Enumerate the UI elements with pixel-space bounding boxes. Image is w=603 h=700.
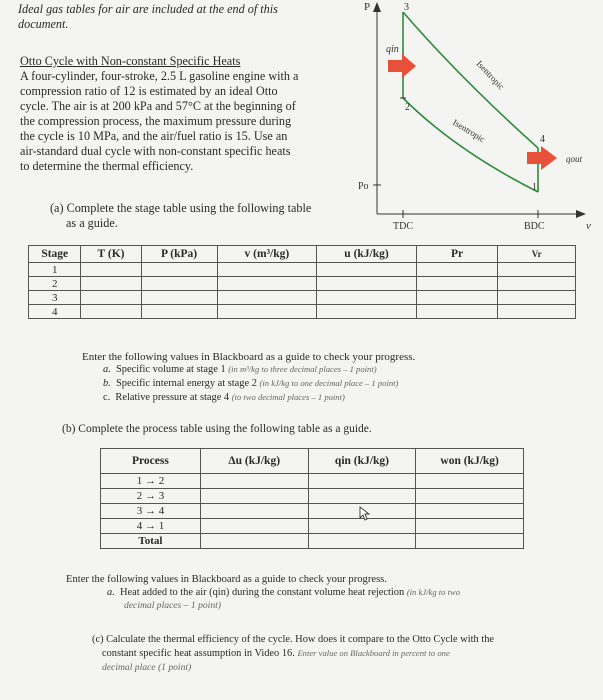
table-row (29, 263, 576, 277)
intro-line-1: Ideal gas tables for air are included at the end of this (18, 2, 278, 16)
part-b-prompt: (b) Complete the process table using the following table as a guide. (62, 423, 372, 435)
item-marker: c. (103, 392, 111, 403)
stage-table-header (29, 246, 576, 263)
stage-cell: 2 (29, 277, 81, 291)
col-specific-volume: v (m³/kg) (217, 246, 317, 263)
compression-curve (403, 98, 538, 192)
pressure-axis-arrow (373, 2, 381, 12)
table-row (101, 519, 524, 534)
table-row (101, 489, 524, 504)
item-hint: (to two decimal places – 1 point) (231, 392, 345, 402)
table-row (101, 474, 524, 489)
item-text: Relative pressure at stage 4 (115, 392, 230, 403)
problem-line: compression ratio of 12 is estimated by an ideal Otto (20, 84, 278, 98)
problem-line: A four-cylinder, four-stroke, 2.5 L gasoline engine with a (20, 69, 299, 83)
process-cell: 1 → 2 (101, 474, 201, 489)
stage-cell: 4 (29, 305, 81, 319)
stage-cell: 1 (29, 263, 81, 277)
q-out-arrow (527, 146, 557, 170)
pv-diagram (340, 0, 603, 232)
part-c-line-1: (c) Calculate the thermal efficiency of the cycle. How does it compare to the Otto Cycle with the (92, 634, 495, 645)
item-text: Specific internal energy at stage 2 (116, 378, 257, 389)
table-row (101, 534, 524, 549)
col-relative-volume: Vr (498, 246, 576, 263)
stage-cell: 3 (29, 291, 81, 305)
table-row (29, 277, 576, 291)
item-marker: b. (103, 378, 111, 389)
check-a-intro: Enter the following values in Blackboard as a guide to check your progress. (82, 351, 416, 363)
col-delta-u: Δu (kJ/kg) (200, 449, 308, 474)
part-c-text: constant specific heat assumption in Video 16. (102, 648, 295, 659)
item-text: Specific volume at stage 1 (116, 364, 226, 375)
col-pressure: P (kPa) (141, 246, 217, 263)
state-2-label: 2 (405, 102, 410, 113)
process-cell: 2 → 3 (101, 489, 201, 504)
stage-table (28, 245, 576, 319)
state-3-label: 3 (404, 2, 409, 13)
problem-line: to determine the thermal efficiency. (20, 159, 194, 173)
check-a-item-2 (103, 378, 398, 389)
item-hint: (in kJ/kg to two (406, 587, 461, 597)
check-a-item-3 (103, 392, 345, 403)
check-a-item-1 (103, 364, 377, 375)
col-stage: Stage (29, 246, 81, 263)
process-cell: 3 → 4 (101, 504, 201, 519)
col-temperature: T (K) (81, 246, 141, 263)
item-hint: (in m³/kg to three decimal places – 1 point) (228, 364, 377, 374)
check-b-intro: Enter the following values in Blackboard as a guide to check your progress. (66, 574, 387, 585)
col-q-in: qin (kJ/kg) (308, 449, 416, 474)
col-internal-energy: u (kJ/kg) (317, 246, 417, 263)
table-row (101, 504, 524, 519)
check-b-item (107, 587, 460, 598)
col-w-on: won (kJ/kg) (416, 449, 524, 474)
p-axis-label: P (364, 1, 371, 13)
q-in-label: qin (386, 44, 399, 55)
state-1-label: 1 (532, 182, 537, 193)
part-c-line-2 (102, 648, 450, 659)
item-text: Heat added to the air (qin) during the constant volume heat rejection (120, 587, 405, 598)
intro-line-2: document. (18, 17, 69, 31)
col-process: Process (101, 449, 201, 474)
tdc-label: TDC (393, 221, 413, 232)
process-table (100, 448, 524, 549)
table-row (29, 291, 576, 305)
total-cell: Total (101, 534, 201, 549)
problem-line: the compression process, the maximum pressure during (20, 114, 292, 128)
volume-axis-arrow (576, 210, 586, 218)
part-a-prompt: (a) Complete the stage table using the following table (50, 201, 312, 215)
process-table-header (101, 449, 524, 474)
q-in-arrow (388, 54, 416, 78)
bdc-label: BDC (524, 221, 545, 232)
p0-label: Po (358, 181, 369, 192)
item-hint: (in kJ/kg to one decimal place – 1 point) (259, 378, 399, 388)
check-b-hint-cont: decimal places – 1 point) (124, 600, 221, 611)
v-axis-label: v (586, 220, 591, 232)
part-a-prompt-cont: as a guide. (66, 216, 118, 230)
table-row (29, 305, 576, 319)
q-out-label: qout (566, 154, 583, 164)
col-relative-pressure: Pr (416, 246, 498, 263)
part-c-hint: Enter value on Blackboard in percent to one (297, 648, 450, 658)
part-c-line-3: decimal place (1 point) (102, 662, 192, 673)
item-marker: a. (107, 587, 115, 598)
item-marker: a. (103, 364, 111, 375)
process-cell: 4 → 1 (101, 519, 201, 534)
problem-title: Otto Cycle with Non-constant Specific Heats (20, 54, 241, 68)
isentropic-top-label: Isentropic (474, 58, 507, 92)
mouse-cursor-icon (357, 506, 371, 522)
problem-line: air-standard dual cycle with non-constant specific heats (20, 144, 291, 158)
problem-line: cycle. The air is at 200 kPa and 57°C at the beginning of (20, 99, 296, 113)
isentropic-bottom-label: Isentropic (450, 117, 487, 145)
state-4-label: 4 (540, 134, 545, 145)
problem-line: the cycle is 10 MPa, and the air/fuel ratio is 15. Use an (20, 129, 288, 143)
